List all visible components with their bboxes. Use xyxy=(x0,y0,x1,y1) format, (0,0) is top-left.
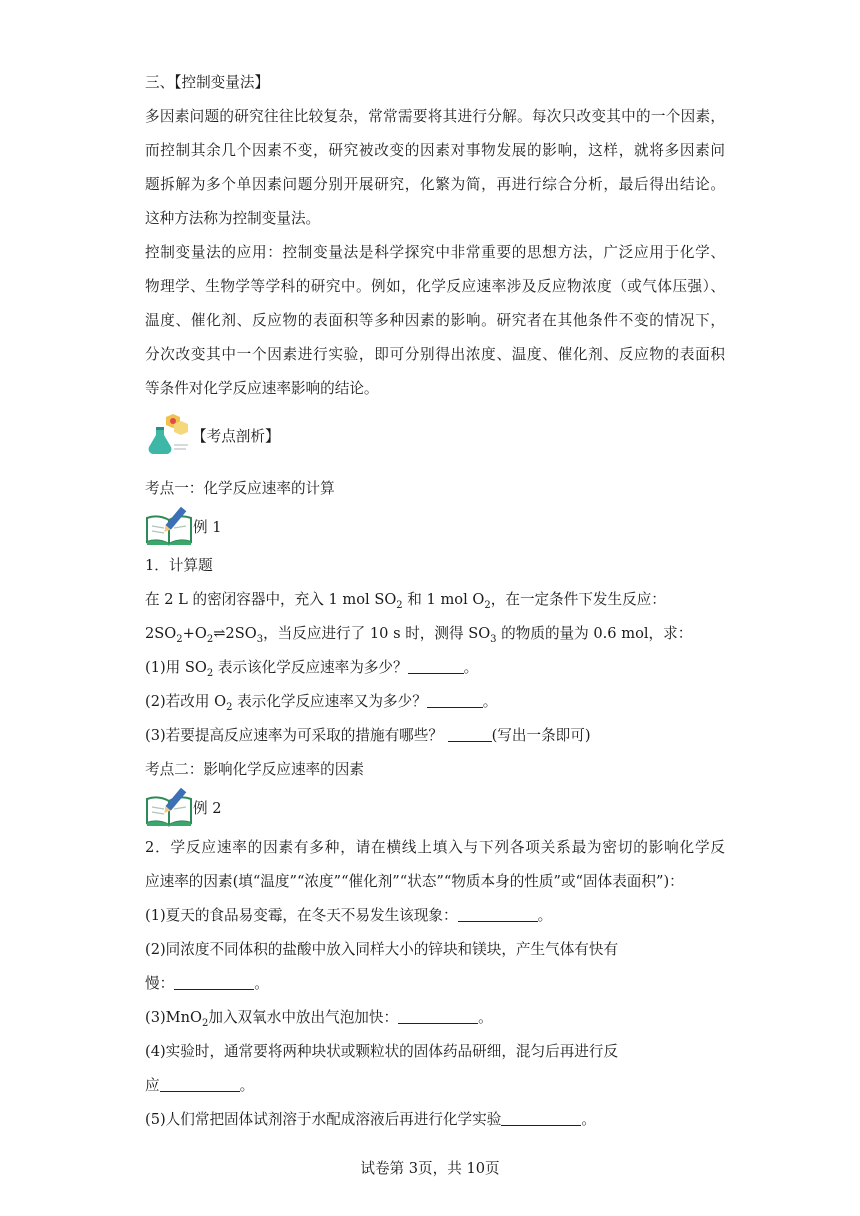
sub-question-3 xyxy=(145,1008,725,1034)
text-run: 2SO xyxy=(145,625,177,642)
book-pen-icon xyxy=(145,506,193,546)
answer-blank[interactable] xyxy=(448,727,492,742)
text-run: (写出一条即可) xyxy=(491,727,591,744)
text-run: 的物质的量为 0.6 mol，求： xyxy=(496,625,693,642)
paragraph-line: 题拆解为多个单因素问题分别开展研究，化繁为简，再进行综合分析，最后得出结论。 xyxy=(145,176,725,193)
text-run: 慢： xyxy=(145,975,175,992)
sub-question-1 xyxy=(145,906,725,926)
question-text: 应速率的因素(填“温度”“浓度”“催化剂”“状态”“物质本身的性质”或“固体表面积”)： xyxy=(145,873,684,890)
paragraph-line: 而控制其余几个因素不变，研究被改变的因素对事物发展的影响，这样，就将多因素问 xyxy=(145,142,725,159)
example-label: 例 1 xyxy=(193,519,222,536)
section-heading: 三、【控制变量法】 xyxy=(145,74,270,91)
answer-blank[interactable] xyxy=(501,1111,581,1126)
sub-question-2 xyxy=(145,692,725,718)
answer-blank[interactable] xyxy=(458,907,538,922)
answer-blank[interactable] xyxy=(398,1009,478,1024)
sub-question-5 xyxy=(145,1110,725,1130)
text-run: 表示该化学反应速率为多少？ xyxy=(213,659,408,676)
text-run: 和 1 mol O xyxy=(402,591,485,608)
page-footer: 试卷第 3页，共 10页 xyxy=(360,1160,500,1177)
text-run: (1)用 SO xyxy=(145,659,207,676)
subscript: 2 xyxy=(484,599,491,611)
text-run: 在 2 L 的密闭容器中，充入 1 mol SO xyxy=(145,591,397,608)
text-run: ，在一定条件下发生反应： xyxy=(490,591,666,608)
flask-icon xyxy=(146,411,192,457)
subscript: 2 xyxy=(176,633,183,645)
subscript: 2 xyxy=(396,599,403,611)
sub-question-1 xyxy=(145,658,725,684)
subscript: 3 xyxy=(490,633,497,645)
question-title: 1．计算题 xyxy=(145,557,213,574)
text-run: ，当反应进行了 10 s 时，测得 SO xyxy=(263,625,491,642)
text-run: (2)若改用 O xyxy=(145,693,227,710)
book-pen-icon xyxy=(145,787,193,827)
sub-question-4-cont xyxy=(145,1076,725,1096)
text-run: 表示化学反应速率又为多少？ xyxy=(232,693,427,710)
paragraph-line: 这种方法称为控制变量法。 xyxy=(145,210,321,227)
subscript: 2 xyxy=(226,701,233,713)
answer-blank[interactable] xyxy=(160,1077,240,1092)
subscript: 3 xyxy=(256,633,264,645)
text-run: 。 xyxy=(254,975,269,992)
reaction-equation xyxy=(145,624,725,650)
answer-blank[interactable] xyxy=(174,975,254,990)
analysis-label: 【考点剖析】 xyxy=(192,428,280,445)
subscript: 2 xyxy=(206,633,214,645)
subscript: 2 xyxy=(206,667,214,679)
text-run: 。 xyxy=(478,1009,493,1026)
paragraph-line: 分次改变其中一个因素进行实验，即可分别得出浓度、温度、催化剂、反应物的表面积 xyxy=(145,346,725,363)
text-run: 应 xyxy=(145,1077,160,1094)
text-run: (3)MnO xyxy=(145,1009,202,1026)
text-run: 。 xyxy=(537,907,553,924)
sub-question-2: (2)同浓度不同体积的盐酸中放入同样大小的锌块和镁块，产生气体有快有 xyxy=(145,941,619,958)
sub-question-4: (4)实验时，通常要将两种块状或颗粒状的固体药品研细，混匀后再进行反 xyxy=(145,1043,619,1060)
question-text: 2．学反应速率的因素有多种，请在横线上填入与下列各项关系最为密切的影响化学反 xyxy=(145,839,725,856)
text-run: 。 xyxy=(581,1111,596,1128)
text-run: (1)夏天的食品易变霉，在冬天不易发生该现象： xyxy=(145,907,458,924)
paragraph-line: 温度、催化剂、反应物的表面积等多种因素的影响。研究者在其他条件不变的情况下， xyxy=(145,312,725,329)
answer-blank[interactable] xyxy=(427,693,483,708)
point-title: 考点一：化学反应速率的计算 xyxy=(145,480,335,497)
text-run: (5)人们常把固体试剂溶于水配成溶液后再进行化学实验 xyxy=(145,1111,502,1128)
paragraph-line: 物理学、生物学等学科的研究中。例如，化学反应速率涉及反应物浓度（或气体压强）、 xyxy=(145,278,725,295)
sub-question-2-cont xyxy=(145,974,725,994)
text-run: ⇌2SO xyxy=(213,625,257,642)
question-text xyxy=(145,590,725,616)
paragraph-line: 控制变量法的应用：控制变量法是科学探究中非常重要的思想方法，广泛应用于化学、 xyxy=(145,244,725,261)
subscript: 2 xyxy=(201,1017,209,1029)
sub-question-3 xyxy=(145,726,725,746)
point-title: 考点二：影响化学反应速率的因素 xyxy=(145,761,364,778)
text-run: 。 xyxy=(239,1077,255,1094)
paragraph-line: 多因素问题的研究往往比较复杂，常常需要将其进行分解。每次只改变其中的一个因素， xyxy=(145,108,725,125)
text-run: 。 xyxy=(482,693,498,710)
example-label: 例 2 xyxy=(193,800,222,817)
answer-blank[interactable] xyxy=(408,659,464,674)
paragraph-line: 等条件对化学反应速率影响的结论。 xyxy=(145,380,379,397)
text-run: +O xyxy=(182,625,207,642)
text-run: (3)若要提高反应速率为可采取的措施有哪些？ xyxy=(145,727,443,744)
text-run: 加入双氧水中放出气泡加快： xyxy=(208,1009,399,1026)
text-run: 。 xyxy=(463,659,479,676)
